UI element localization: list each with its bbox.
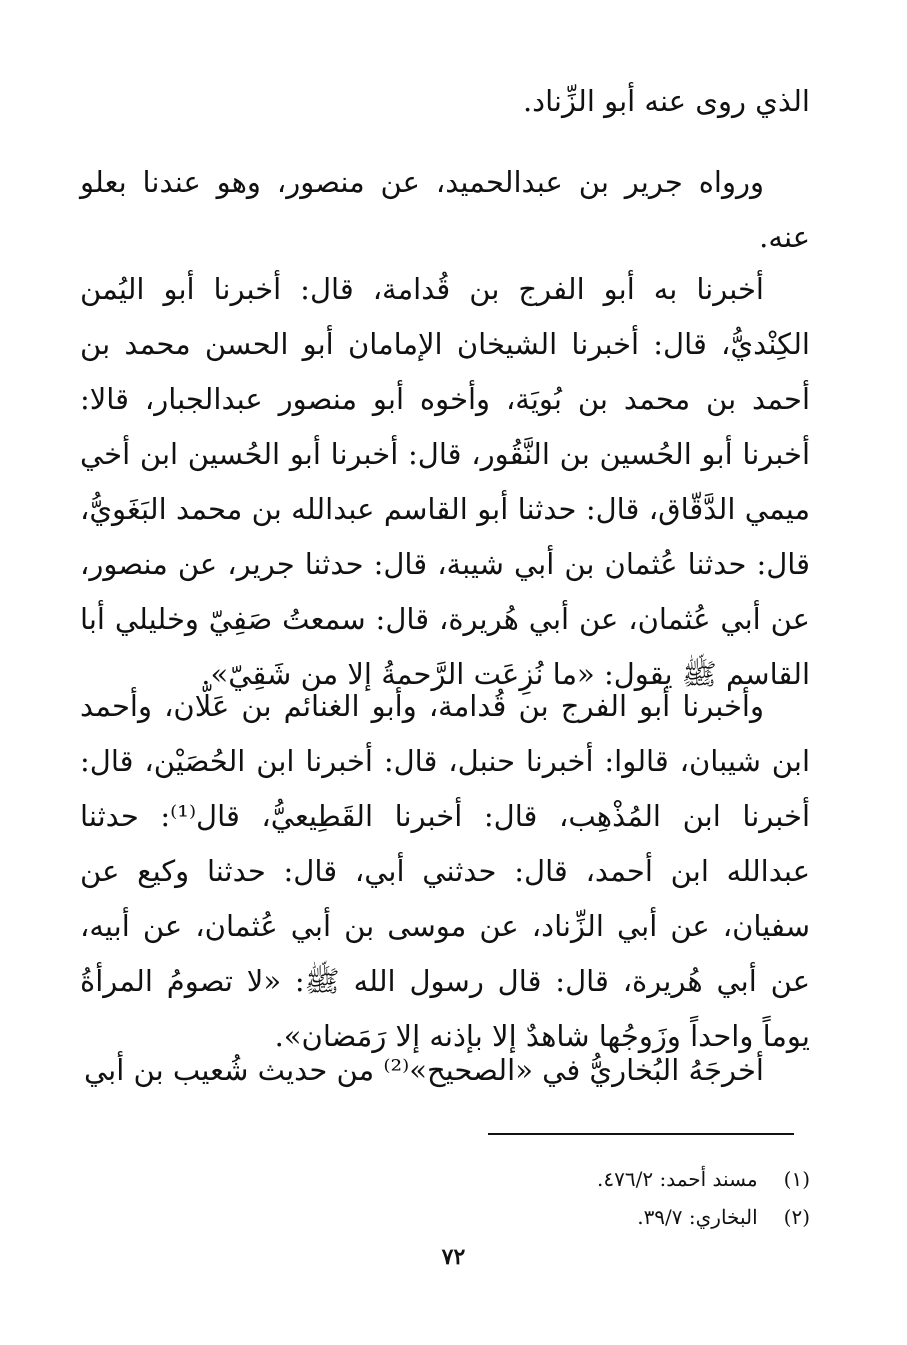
footnote-2 bbox=[300, 1198, 810, 1236]
footnote-1 bbox=[300, 1160, 810, 1198]
paragraph-1: الذي روى عنه أبو الزِّناد. bbox=[522, 84, 810, 118]
paragraph-3: أخبرنا به أبو الفرج بن قُدامة، قال: أخبرنا أبو اليُمن الكِنْديُّ، قال: أخبرنا الشيخان الإمامان أبو الحسن محمد بن أحمد بن محمد بن بُويَة، وأخوه أبو منصور عبدالجبار، قالا: أخبرنا أبو الحُسين بن النَّقُور، قال: أخبرنا أبو الحُسين ابن أخي ميمي الدَّقّاق، قال: حدثنا أبو القاسم عبدالله بن محمد البَغَويُّ، قال: حدثنا عُثمان بن أبي شيبة، قال: حدثنا جرير، عن منصور، عن أبي عُثمان، عن أبي هُريرة، قال: سمعتُ صَفِيّ وخليلي أبا القاسم ﷺ يقول: «ما نُزِعَت الرَّحمةُ إلا من شَقِيّ». bbox=[80, 272, 810, 691]
footnote-text: البخاري: ٣٩/٧. bbox=[637, 1205, 758, 1229]
footnote-number: (١) bbox=[783, 1167, 810, 1191]
footnotes bbox=[300, 1160, 810, 1236]
page-number: ٧٢ bbox=[441, 1244, 466, 1270]
footnote-divider bbox=[488, 1133, 794, 1135]
paragraph-5: أخرجَهُ البُخاريُّ في «الصحيح»⁽²⁾ من حديث شُعيب بن أبي bbox=[83, 1053, 764, 1087]
paragraph-2: ورواه جرير بن عبدالحميد، عن منصور، وهو عندنا بعلو عنه. bbox=[80, 165, 810, 254]
paragraph-4: وأخبرنا أبو الفرج بن قُدامة، وأبو الغنائم بن عَلّان، وأحمد ابن شيبان، قالوا: أخبرنا حنبل، قال: أخبرنا ابن الحُصَيْن، قال: أخبرنا ابن المُذْهِب، قال: أخبرنا القَطِيعيُّ، قال⁽¹⁾: حدثنا عبدالله ابن أحمد، قال: حدثني أبي، قال: حدثنا وكيع عن سفيان، عن أبي الزِّناد، عن موسى بن أبي عُثمان، عن أبيه، عن أبي هُريرة، قال: قال رسول الله ﷺ: «لا تصومُ المرأةُ يوماً واحداً وزَوجُها شاهدٌ إلا بإذنه إلا رَمَضان». bbox=[80, 689, 810, 1053]
footnote-text: مسند أحمد: ٤٧٦/٢. bbox=[597, 1167, 758, 1191]
footnote-number: (٢) bbox=[783, 1205, 810, 1229]
